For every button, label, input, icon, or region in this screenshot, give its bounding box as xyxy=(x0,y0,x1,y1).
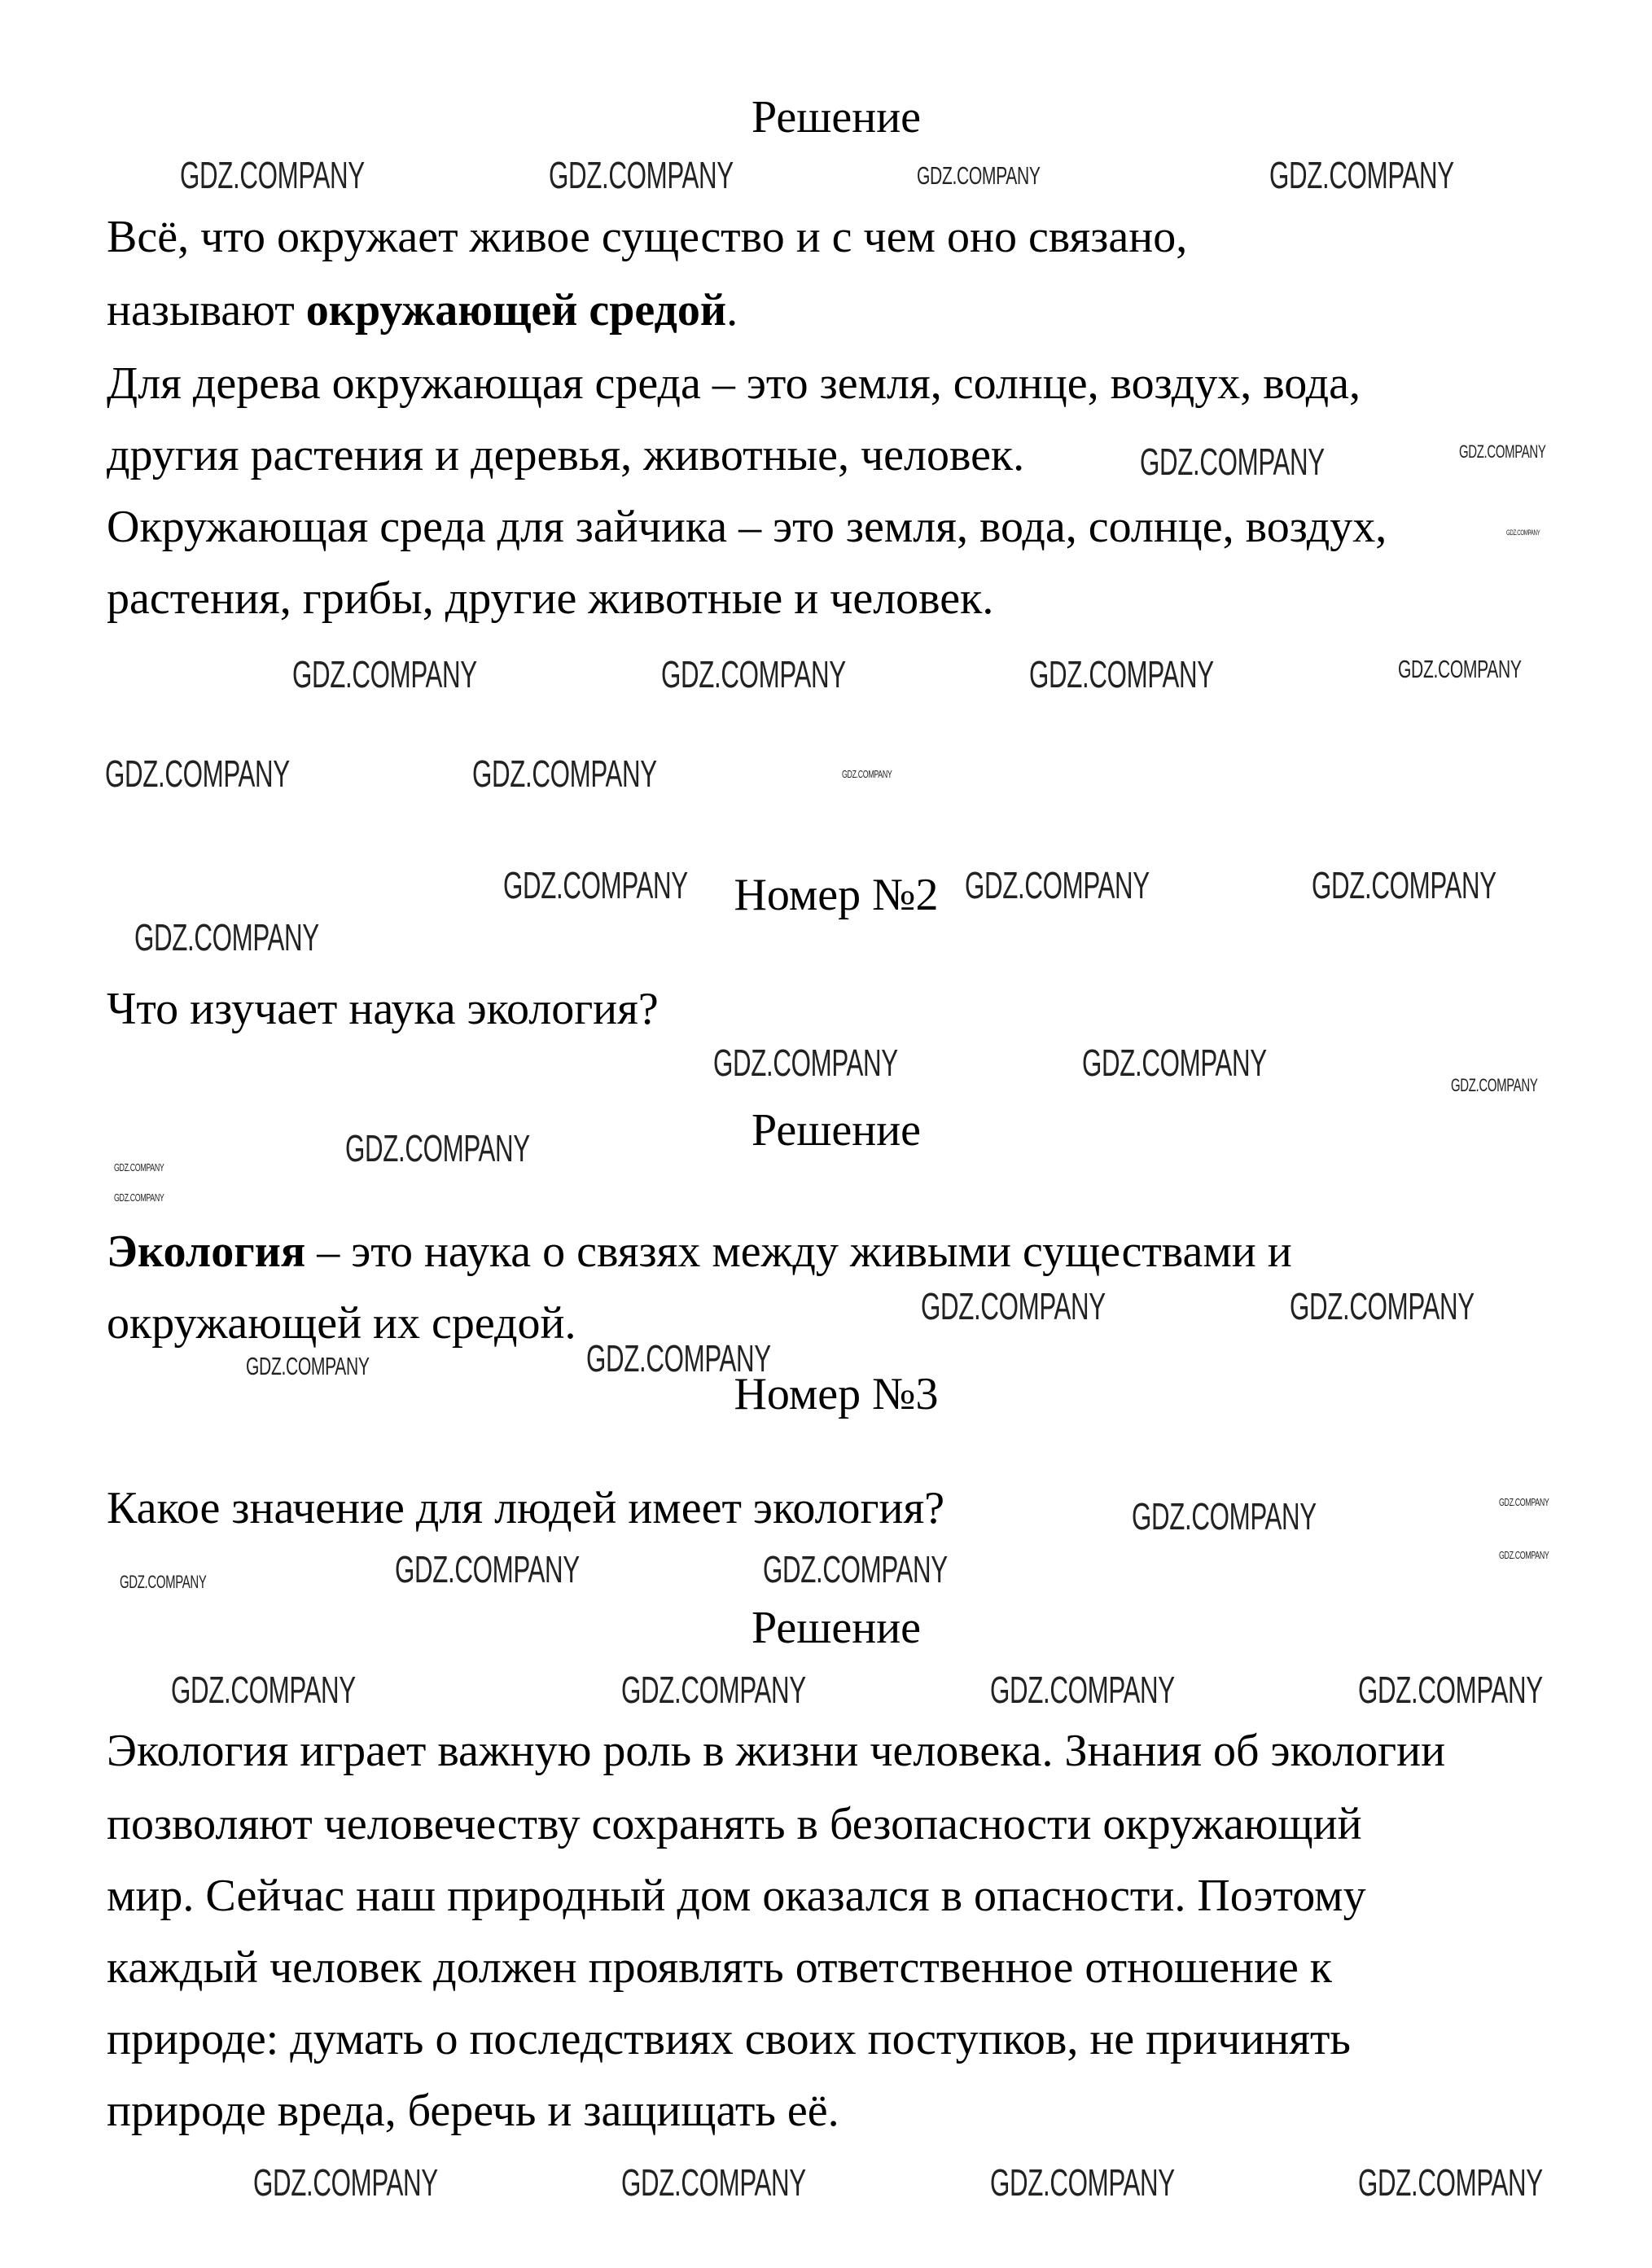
text-line xyxy=(107,1725,1445,1777)
watermark: GDZ.COMPANY xyxy=(1499,1496,1549,1508)
watermark: GDZ.COMPANY xyxy=(1140,441,1325,483)
watermark: GDZ.COMPANY xyxy=(105,752,290,795)
text: природе вреда, беречь и защищать её. xyxy=(107,2086,839,2136)
text: природе: думать о последствиях своих поступков, не причинять xyxy=(107,2014,1351,2064)
bold-term: окружающей средой xyxy=(305,285,727,336)
watermark: GDZ.COMPANY xyxy=(1499,1549,1549,1561)
watermark: GDZ.COMPANY xyxy=(1451,1075,1538,1095)
watermark: GDZ.COMPANY xyxy=(621,1669,806,1711)
watermark: GDZ.COMPANY xyxy=(472,752,657,795)
watermark: GDZ.COMPANY xyxy=(763,1548,948,1590)
text: растения, грибы, другие животные и человек. xyxy=(107,573,994,624)
watermark: GDZ.COMPANY xyxy=(503,864,688,906)
watermark: GDZ.COMPANY xyxy=(661,653,846,695)
section3-question: Какое значение для людей имеет экология? xyxy=(107,1483,945,1533)
text-line xyxy=(107,284,738,336)
text-line xyxy=(107,2013,1351,2065)
text: Экология играет важную роль в жизни человека. Знания об экологии xyxy=(107,1726,1446,1776)
watermark: GDZ.COMPANY xyxy=(990,1669,1175,1711)
watermark: GDZ.COMPANY xyxy=(120,1572,207,1592)
text-line xyxy=(107,1798,1362,1850)
watermark: GDZ.COMPANY xyxy=(134,916,319,959)
text: каждый человек должен проявлять ответственное отношение к xyxy=(107,1942,1332,1993)
bold-term: Экология xyxy=(107,1226,306,1277)
section3-number: Номер №3 xyxy=(734,1369,939,1419)
section1-heading: Решение xyxy=(751,92,922,143)
watermark: GDZ.COMPANY xyxy=(621,2161,806,2204)
watermark: GDZ.COMPANY xyxy=(1290,1285,1475,1327)
text: Для дерева окружающая среда – это земля, солнце, воздух, вода, xyxy=(107,358,1361,409)
watermark: GDZ.COMPANY xyxy=(253,2161,438,2204)
watermark: GDZ.COMPANY xyxy=(171,1669,356,1711)
watermark: GDZ.COMPANY xyxy=(1398,655,1522,683)
watermark: GDZ.COMPANY xyxy=(990,2161,1175,2204)
section3-heading: Решение xyxy=(751,1603,922,1653)
text-line xyxy=(107,501,1387,553)
section2-heading: Решение xyxy=(751,1105,922,1156)
text: позволяют человечеству сохранять в безопасности окружающий xyxy=(107,1799,1362,1849)
text: называют xyxy=(107,285,306,336)
text: мир. Сейчас наш природный дом оказался в опасности. Поэтому xyxy=(107,1871,1366,1921)
text-line xyxy=(107,1226,1292,1278)
text: Всё, что окружает живое существо и с чем оно связано, xyxy=(107,212,1188,262)
watermark: GDZ.COMPANY xyxy=(586,1337,771,1380)
text-line xyxy=(107,1941,1332,1994)
watermark: GDZ.COMPANY xyxy=(180,154,365,196)
text-line xyxy=(107,2085,839,2137)
watermark: GDZ.COMPANY xyxy=(345,1127,530,1169)
watermark: GDZ.COMPANY xyxy=(1082,1042,1267,1084)
text: . xyxy=(726,285,738,336)
text-line xyxy=(107,572,993,625)
watermark: GDZ.COMPANY xyxy=(246,1352,370,1380)
watermark: GDZ.COMPANY xyxy=(1312,864,1496,906)
watermark: GDZ.COMPANY xyxy=(1029,653,1214,695)
text-line xyxy=(107,1297,576,1349)
watermark: GDZ.COMPANY xyxy=(842,768,892,780)
text-line xyxy=(107,1870,1366,1922)
watermark: GDZ.COMPANY xyxy=(114,1191,164,1204)
section2-question: Что изучает наука экология? xyxy=(107,984,659,1034)
watermark: GDZ.COMPANY xyxy=(292,653,477,695)
text: другия растения и деревья, животные, человек. xyxy=(107,430,1025,480)
text-line xyxy=(107,358,1361,410)
text-line xyxy=(107,429,1024,481)
text: – это наука о связях между живыми существами и xyxy=(305,1226,1292,1277)
watermark: GDZ.COMPANY xyxy=(713,1042,898,1084)
section2-number: Номер №2 xyxy=(734,870,939,920)
watermark: GDZ.COMPANY xyxy=(549,154,734,196)
text-line xyxy=(107,211,1187,263)
watermark: GDZ.COMPANY xyxy=(1358,1669,1543,1711)
watermark: GDZ.COMPANY xyxy=(917,161,1041,190)
watermark: GDZ.COMPANY xyxy=(965,864,1150,906)
watermark: GDZ.COMPANY xyxy=(114,1161,164,1173)
watermark: GDZ.COMPANY xyxy=(1506,529,1540,537)
watermark: GDZ.COMPANY xyxy=(1132,1495,1317,1538)
watermark: GDZ.COMPANY xyxy=(1269,154,1454,196)
text: Окружающая среда для зайчика – это земля, вода, солнце, воздух, xyxy=(107,502,1387,552)
watermark: GDZ.COMPANY xyxy=(1358,2161,1543,2204)
text: окружающей их средой. xyxy=(107,1298,576,1349)
watermark: GDZ.COMPANY xyxy=(921,1285,1106,1327)
watermark: GDZ.COMPANY xyxy=(1459,441,1546,462)
watermark: GDZ.COMPANY xyxy=(395,1548,580,1590)
